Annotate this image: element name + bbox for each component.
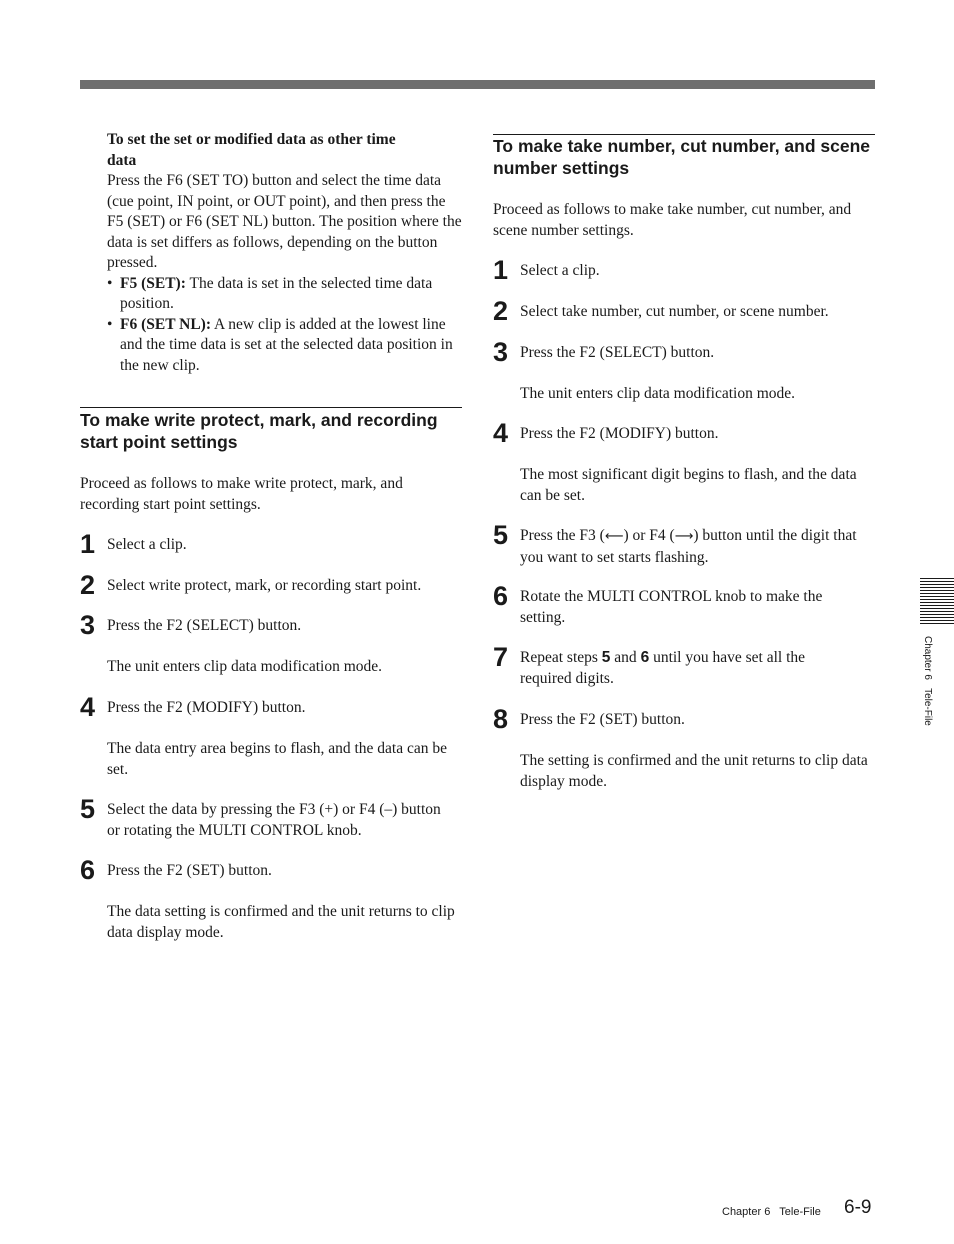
step-text: Repeat steps 5 and 6 until you have set all the required digits. bbox=[520, 649, 806, 687]
step-text: Press the F2 (SELECT) button. bbox=[520, 344, 715, 361]
step-text: Press the F2 (SET) button. bbox=[107, 862, 272, 879]
step-note: The most significant digit begins to flash, and the data can be set. bbox=[520, 466, 857, 504]
bullet-f6 bbox=[107, 315, 462, 377]
step-text: Select write protect, mark, or recording start point. bbox=[107, 577, 422, 594]
step-text: Press the F2 (MODIFY) button. bbox=[520, 425, 719, 442]
step-number: 2 bbox=[80, 570, 96, 600]
section-intro: Proceed as follows to make take number, cut number, and scene number settings. bbox=[493, 201, 852, 239]
bullet-text: The data is set in the selected time data position. bbox=[120, 274, 433, 312]
step-note: The data entry area begins to flash, and the data can be set. bbox=[107, 740, 447, 778]
section-intro: Proceed as follows to make write protect, mark, and recording start point settings. bbox=[80, 475, 403, 513]
step-text: Select a clip. bbox=[520, 262, 600, 279]
step-text: Press the F2 (SELECT) button. bbox=[107, 617, 302, 634]
step-number: 3 bbox=[80, 610, 96, 640]
section-title: To make take number, cut number, and scene number settings bbox=[493, 136, 871, 178]
step-number: 5 bbox=[493, 520, 509, 550]
step-number: 2 bbox=[493, 296, 509, 326]
step-number: 8 bbox=[493, 704, 509, 734]
intro-heading: To set the set or modified data as other time data bbox=[107, 131, 396, 169]
step-ref: 5 bbox=[601, 649, 611, 666]
section-title: To make write protect, mark, and recording start point settings bbox=[80, 410, 438, 452]
intro-paragraph: Press the F6 (SET TO) button and select the time data (cue point, IN point, or OUT point), and then press the F5 (SET) or F6 (SET NL) button. The position where the data is set differs as follows, depending on the button pressed. bbox=[107, 172, 462, 271]
left-arrow-icon: ⟵ bbox=[604, 529, 624, 544]
step-number: 4 bbox=[493, 418, 509, 448]
step-text: Rotate the MULTI CONTROL knob to make the setting. bbox=[520, 588, 823, 626]
step-number: 5 bbox=[80, 794, 96, 824]
step-text: Select a clip. bbox=[107, 536, 187, 553]
bullet-text: A new clip is added at the lowest line and the time data is set at the selected data position in the new clip. bbox=[120, 315, 453, 374]
step-number: 1 bbox=[80, 529, 96, 559]
step-number: 4 bbox=[80, 692, 96, 722]
step-number: 3 bbox=[493, 337, 509, 367]
bullet-dot: • bbox=[107, 274, 113, 292]
step-ref: 6 bbox=[640, 649, 650, 666]
step-note: The unit enters clip data modification mode. bbox=[107, 658, 383, 675]
step-text: Select take number, cut number, or scene number. bbox=[520, 303, 829, 320]
step-number: 6 bbox=[493, 581, 509, 611]
step-number: 6 bbox=[80, 855, 96, 885]
bullet-label: F6 (SET NL): bbox=[120, 315, 212, 333]
intro-block bbox=[107, 130, 462, 376]
section-rule bbox=[80, 407, 462, 408]
footer-chapter-label: Chapter 6 Tele-File bbox=[722, 1206, 821, 1218]
step-text: Press the F2 (MODIFY) button. bbox=[107, 699, 306, 716]
step-note: The setting is confirmed and the unit returns to clip data display mode. bbox=[520, 752, 868, 790]
step-number: 7 bbox=[493, 642, 509, 672]
bullet-dot: • bbox=[107, 315, 113, 333]
chapter-tab-marker bbox=[920, 578, 954, 624]
step-text: Press the F3 (⟵) or F4 (⟶) button until the digit that you want to set starts flashing. bbox=[520, 527, 857, 566]
step-note: The unit enters clip data modification mode. bbox=[520, 385, 796, 402]
bullet-label: F5 (SET): bbox=[120, 274, 186, 292]
header-rule bbox=[80, 80, 875, 89]
chapter-tab-label: Chapter 6 Tele-File bbox=[922, 636, 933, 726]
step-note: The data setting is confirmed and the unit returns to clip data display mode. bbox=[107, 903, 455, 941]
step-text: Press the F2 (SET) button. bbox=[520, 711, 685, 728]
page-number: 6-9 bbox=[844, 1197, 872, 1218]
right-arrow-icon: ⟶ bbox=[674, 529, 694, 544]
step-number: 1 bbox=[493, 255, 509, 285]
step-text: Select the data by pressing the F3 (+) or F4 (–) button or rotating the MULTI CONTROL knob. bbox=[107, 801, 441, 839]
bullet-f5 bbox=[107, 274, 462, 315]
